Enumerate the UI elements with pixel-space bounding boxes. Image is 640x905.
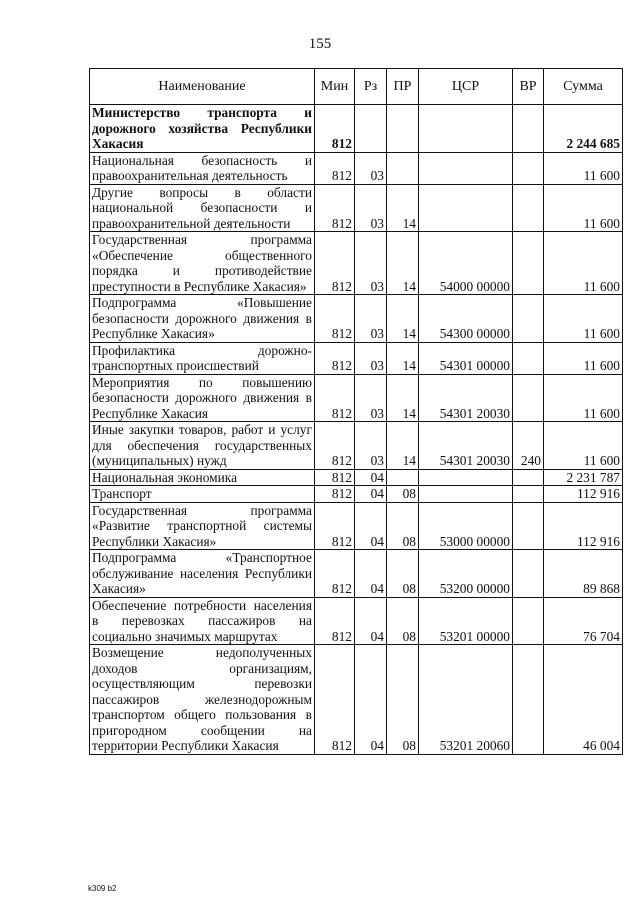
header-name: Наименование (90, 69, 315, 105)
cell-csr: 53201 20060 (419, 645, 513, 755)
cell-csr: 53000 00000 (419, 502, 513, 550)
cell-pr: 08 (387, 597, 419, 645)
cell-pr: 08 (387, 550, 419, 598)
cell-csr: 54301 20030 (419, 422, 513, 470)
cell-csr: 54000 00000 (419, 232, 513, 295)
table-row (90, 232, 623, 295)
cell-csr: 54301 20030 (419, 374, 513, 422)
cell-sum: 112 916 (544, 486, 623, 503)
cell-rz: 03 (355, 295, 387, 343)
cell-rz: 03 (355, 422, 387, 470)
cell-csr: 53201 00000 (419, 597, 513, 645)
cell-rz: 04 (355, 645, 387, 755)
cell-name: Министерство транспорта и дорожного хозяйства Республики Хакасия (90, 105, 315, 153)
table-row (90, 152, 623, 184)
header-vr: ВР (513, 69, 544, 105)
cell-csr (419, 486, 513, 503)
cell-min: 812 (315, 422, 355, 470)
cell-rz: 04 (355, 486, 387, 503)
table-body (90, 105, 623, 755)
cell-pr: 08 (387, 502, 419, 550)
cell-name: Национальная экономика (90, 469, 315, 486)
cell-sum: 11 600 (544, 295, 623, 343)
cell-pr: 14 (387, 422, 419, 470)
cell-min: 812 (315, 184, 355, 232)
cell-min: 812 (315, 152, 355, 184)
cell-name: Обеспечение потребности населения в перевозках пассажиров на социально значимых маршрутах (90, 597, 315, 645)
header-csr: ЦСР (419, 69, 513, 105)
cell-rz: 04 (355, 597, 387, 645)
table-header-row (90, 69, 623, 105)
cell-pr: 14 (387, 232, 419, 295)
header-rz: Рз (355, 69, 387, 105)
cell-vr (513, 550, 544, 598)
cell-min: 812 (315, 374, 355, 422)
header-pr: ПР (387, 69, 419, 105)
cell-name: Возмещение недополученных доходов организациям, осуществляющим перевозки пассажиров железнодорожным транспортом общего пользования в пригородном сообщении на территории Республики Хакасия (90, 645, 315, 755)
cell-min: 812 (315, 486, 355, 503)
table-row (90, 645, 623, 755)
cell-sum: 11 600 (544, 374, 623, 422)
cell-rz (355, 105, 387, 153)
cell-name: Национальная безопасность и правоохранительная деятельность (90, 152, 315, 184)
cell-rz: 03 (355, 232, 387, 295)
cell-csr: 53200 00000 (419, 550, 513, 598)
table-row (90, 374, 623, 422)
cell-pr (387, 469, 419, 486)
cell-name: Иные закупки товаров, работ и услуг для обеспечения государственных (муниципальных) нужд (90, 422, 315, 470)
cell-vr (513, 374, 544, 422)
cell-vr (513, 105, 544, 153)
header-min: Мин (315, 69, 355, 105)
cell-name: Транспорт (90, 486, 315, 503)
table-row (90, 184, 623, 232)
cell-pr: 14 (387, 184, 419, 232)
cell-pr: 08 (387, 645, 419, 755)
cell-csr: 54301 00000 (419, 342, 513, 374)
cell-sum: 11 600 (544, 232, 623, 295)
cell-sum: 11 600 (544, 152, 623, 184)
cell-rz: 03 (355, 184, 387, 232)
cell-sum: 11 600 (544, 184, 623, 232)
cell-vr (513, 469, 544, 486)
cell-min: 812 (315, 645, 355, 755)
cell-name: Мероприятия по повышению безопасности дорожного движения в Республике Хакасия (90, 374, 315, 422)
cell-min: 812 (315, 550, 355, 598)
cell-csr: 54300 00000 (419, 295, 513, 343)
cell-vr (513, 645, 544, 755)
cell-vr (513, 295, 544, 343)
table-row (90, 486, 623, 503)
cell-min: 812 (315, 295, 355, 343)
table-row (90, 550, 623, 598)
cell-rz: 03 (355, 342, 387, 374)
cell-min: 812 (315, 232, 355, 295)
budget-table (89, 68, 623, 755)
cell-vr (513, 152, 544, 184)
cell-min: 812 (315, 597, 355, 645)
table-row (90, 105, 623, 153)
table-row (90, 502, 623, 550)
cell-sum: 89 868 (544, 550, 623, 598)
cell-sum: 46 004 (544, 645, 623, 755)
cell-sum: 2 244 685 (544, 105, 623, 153)
cell-min: 812 (315, 342, 355, 374)
cell-name: Подпрограмма «Транспортное обслуживание населения Республики Хакасия» (90, 550, 315, 598)
cell-pr: 08 (387, 486, 419, 503)
cell-csr (419, 152, 513, 184)
cell-rz: 04 (355, 469, 387, 486)
cell-sum: 11 600 (544, 342, 623, 374)
cell-vr (513, 597, 544, 645)
header-sum: Сумма (544, 69, 623, 105)
footer-code: k309 b2 (88, 884, 117, 893)
cell-min: 812 (315, 105, 355, 153)
cell-rz: 04 (355, 502, 387, 550)
table-row (90, 422, 623, 470)
cell-pr: 14 (387, 374, 419, 422)
cell-rz: 03 (355, 374, 387, 422)
cell-min: 812 (315, 502, 355, 550)
cell-sum: 2 231 787 (544, 469, 623, 486)
cell-vr (513, 232, 544, 295)
cell-csr (419, 469, 513, 486)
cell-vr (513, 486, 544, 503)
cell-sum: 11 600 (544, 422, 623, 470)
cell-name: Другие вопросы в области национальной безопасности и правоохранительной деятельности (90, 184, 315, 232)
cell-name: Подпрограмма «Повышение безопасности дорожного движения в Республике Хакасия» (90, 295, 315, 343)
cell-pr (387, 105, 419, 153)
cell-min: 812 (315, 469, 355, 486)
cell-pr: 14 (387, 295, 419, 343)
cell-name: Государственная программа «Развитие транспортной системы Республики Хакасия» (90, 502, 315, 550)
cell-vr (513, 342, 544, 374)
cell-name: Профилактика дорожно-транспортных происшествий (90, 342, 315, 374)
cell-vr (513, 502, 544, 550)
cell-csr (419, 184, 513, 232)
cell-pr: 14 (387, 342, 419, 374)
cell-rz: 03 (355, 152, 387, 184)
table-row (90, 597, 623, 645)
cell-rz: 04 (355, 550, 387, 598)
cell-sum: 112 916 (544, 502, 623, 550)
cell-vr: 240 (513, 422, 544, 470)
cell-name: Государственная программа «Обеспечение общественного порядка и противодействие преступности в Республике Хакасия» (90, 232, 315, 295)
table-row (90, 295, 623, 343)
cell-sum: 76 704 (544, 597, 623, 645)
cell-vr (513, 184, 544, 232)
table-row (90, 342, 623, 374)
cell-pr (387, 152, 419, 184)
table-row (90, 469, 623, 486)
page-number: 155 (308, 36, 332, 52)
cell-csr (419, 105, 513, 153)
